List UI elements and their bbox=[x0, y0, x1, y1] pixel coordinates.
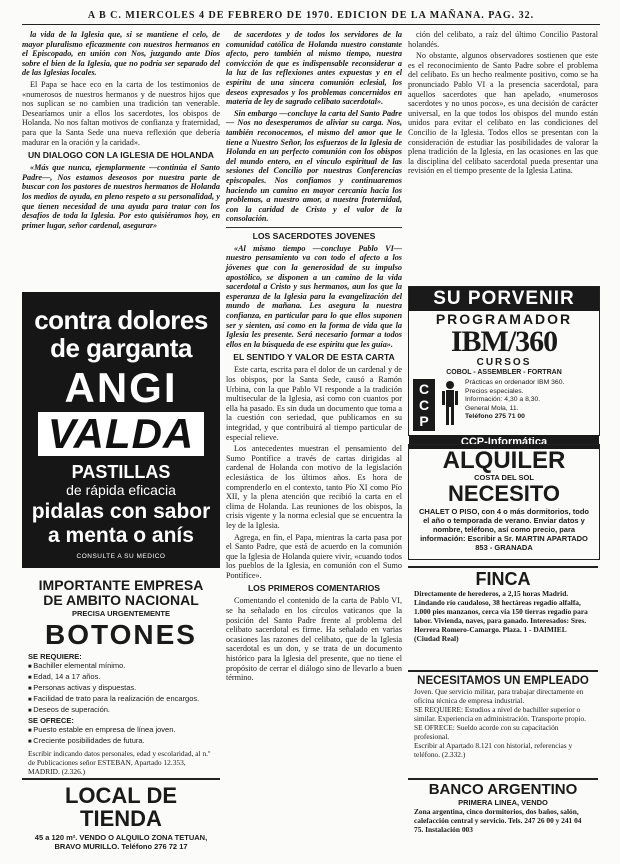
paragraph: Los antecedentes muestran el pensamiento del Sumo Pontífice a través de cartas dirigidas al cardenal de Holanda con motivo de la legislación eclesiástica de los últimos años. Es hora de comprenderlo en el contexto, tanto Pío XI como Pío XII, y la plena atención que recibió la carta en el clima de Holanda. Las reuniones de los obispos, la crisis vigente y la norma eclesial que se encuentra la ley de la Iglesia. bbox=[226, 444, 402, 530]
ad-languages: COBOL - ASSEMBLER - FORTRAN bbox=[446, 369, 562, 376]
ad-subline: de rápida eficacia bbox=[66, 482, 176, 498]
valda-advertisement bbox=[22, 292, 220, 568]
ccp-info-hours: Información: 4,30 a 8,30. bbox=[465, 396, 541, 403]
ccp-phone: Teléfono 275 71 00 bbox=[465, 413, 525, 420]
list-item: ■ Creciente posibilidades de futura. bbox=[28, 736, 214, 747]
ad-label: SE OFRECE: bbox=[28, 715, 74, 725]
ad-subtitle: PRECISA URGENTEMENTE bbox=[71, 609, 171, 619]
ad-cursos: CURSOS bbox=[476, 357, 532, 368]
ibm-course-ad bbox=[408, 286, 600, 448]
ad-title: ALQUILER bbox=[442, 447, 566, 474]
ccp-info bbox=[465, 379, 595, 422]
ad-title: DE AMBITO NACIONAL bbox=[43, 591, 199, 608]
section-heading: LOS SACERDOTES JOVENES bbox=[252, 230, 376, 241]
empleado-ad bbox=[408, 670, 598, 770]
page-header: A B C. MIERCOLES 4 DE FEBRERO DE 1970. EDICION DE LA MAÑANA. PAG. 32. bbox=[22, 10, 600, 25]
paragraph: «Más que nunca, ejemplarmente —continúa el Santo Padre—, Nos estamos deseosos por nuestra parte de buscar con los pastores de nuestros hermanos de Holanda los medios de ayuda, en pleno respeto a su personalidad, y que tienen necesidad de una ayuda para tratar con los desafíos de toda la Iglesia. Por esto quisiéramos hoy, en primer lugar, señor cardenal, asegurar» bbox=[22, 163, 220, 230]
ad-contact: Escribir al Apartado 8.121 con historial, referencias y teléfono. (2.332.) bbox=[414, 741, 573, 760]
requirements-list bbox=[22, 661, 220, 716]
paragraph: Agrega, en fin, el Papa, mientras la carta pasa por el Santo Padre, que está de acuerdo en la comunión que la Iglesia de Holanda quiere vivir, «cuando todos los pueblos de la Iglesia, en comunión con el Sumo Pontífice». bbox=[226, 532, 402, 580]
finca-ad bbox=[408, 566, 598, 666]
ccp-bullet: Precios especiales. bbox=[465, 387, 524, 395]
ad-contact: Escribir indicando datos personales, edad y escolaridad, al n.º de Publicaciones señor ESTEBAN, Apartado 12.353, MADRID. (2.326.) bbox=[28, 748, 211, 776]
ad-text: Joven. Que servicio militar, para trabajar directamente en oficina técnica de empresa industrial. bbox=[414, 687, 584, 706]
ad-botones: BOTONES bbox=[45, 619, 197, 651]
local-tienda-ad bbox=[22, 778, 220, 852]
ad-title: IMPORTANTE EMPRESA bbox=[38, 577, 204, 593]
ad-text: Directamente de herederos, a 2,15 horas Madrid. Lindando río caudaloso, 38 hectáreas regadío alfalfa, 1.000 pies manzanos, cerca vía 150 tierras regadío para labor. Vivienda, naves, para ganado. Interesados: Sres. Herrera Romero-Camargo. Plaza. 1 - DAIMIEL (Ciudad Real) bbox=[414, 588, 588, 643]
column-2-text bbox=[226, 30, 402, 848]
section-heading: EL SENTIDO Y VALOR DE ESTA CARTA bbox=[233, 352, 395, 363]
list-item: ■ Edad, 14 a 17 años. bbox=[28, 672, 214, 683]
paragraph: El Papa se hace eco en la carta de los testimonios de «numerosos de nuestros hermanos y de nuestros hijos que nos suplican se no cambien una tradición tan venerable. Desearíamos unir a ellos los sacerdotes, los obispos de Holanda. No nos faltan motivos de confianza y fraternidad, para que la Santa Sede una nueva reflexión que debería madurar en la oración y la caridad». bbox=[22, 79, 220, 147]
list-item: ■ Puesto estable en empresa de línea joven. bbox=[28, 725, 214, 736]
ccp-address: General Mola, 11. bbox=[465, 404, 519, 412]
ccp-informatica-banner: CCP-Informática bbox=[409, 435, 599, 449]
ad-subtitle: PRIMERA LINEA, VENDO bbox=[458, 797, 548, 807]
ccp-letter: P bbox=[419, 413, 429, 429]
list-item: ■ Facilidad de trato para la realización de encargos. bbox=[28, 694, 214, 705]
paragraph: Sin embargo —concluye la carta del Santo Padre— Nos no desesperamos de aliviar su carga. Nos, también reconocemos, el mismo del amor que le tiene a Nuestro Señor, los esfuerzos de la Iglesia de Holanda en un perfecto comunión con los obispos del mundo entero, en el vínculo espiritual de las sesiones del Concilio por nuestras Conferencias episcopales. Nos confiamos y continuaremos haciendo un camino en mayor cercanía hacia los problemas, a nuestro amor, a nuestra fraternidad, con la caridad de Cristo y el valor de la consolación. bbox=[226, 108, 402, 224]
ad-disclaimer: CONSULTE A SU MEDICO bbox=[76, 553, 166, 560]
paragraph: Este carta, escrita para el dolor de un cardenal y de los obispos, por la Santa Sede, causó a Ramón Urbina, con la que Pablo VI responde a la tradición multisecular de la Iglesia, así como con cuantos por ella ha pasado. Es sin duda un documento que toma a la cuestión con seriedad, que publicamos en su integridad, y que contribuirá al tiempo particular de especial relieve. bbox=[226, 365, 402, 442]
list-item: ■ Personas activas y dispuestas. bbox=[28, 683, 214, 694]
valda-logo: VALDA bbox=[38, 412, 205, 456]
section-heading: UN DIALOGO CON LA IGLESIA DE HOLANDA bbox=[27, 150, 215, 161]
list-item: ■ Deseos de superación. bbox=[28, 705, 214, 716]
ad-text: SE REQUIERE: Estudios a nivel de bachiller superior o similar. Experiencia en administración. Transporte propio. bbox=[414, 705, 587, 724]
banco-ad bbox=[408, 778, 598, 848]
paragraph: de sacerdotes y de todos los servidores de la comunidad católica de Holanda nuestro constante afecto, pero también al mismo tiempo, nuestra convicción de que es indispensable reconsiderar a la luz de las reflexiones antes expuestas y en el espíritu de una sincera comunión eclesial, los deseos expresados y los problemas concernidos en materia de ley de sagrado celibato sacerdotal». bbox=[226, 30, 402, 107]
ccp-bullet: Prácticas en ordenador IBM 360. bbox=[465, 379, 565, 386]
ccp-block bbox=[409, 377, 599, 433]
ad-pastillas: PASTILLAS bbox=[71, 462, 171, 482]
paragraph: No obstante, algunos observadores sostienen que este es el reconocimiento de Santo Padre sobre el problema del celibato. Es un hecho realmente positivo, como se ha pronunciado Pablo VI a la presencia sacerdotal, para aquellos sacerdotes que han apelado, «numerosos sacerdotes y no unos pocos», es una decisión de carácter universal, en la que todos los obispos del mundo están unidos para evitar el celibato en las condiciones del Concilio de la Iglesia. Todos ellos se presentan con la consideración de estudiar las posibilidades de valorar la plena tradición de la Iglesia, en las ocasiones en las que la disciplina del celibato sacerdotal pueda presentar una revisión en el tiempo presente de la Iglesia Latina. bbox=[408, 51, 598, 176]
ad-title: NECESITO bbox=[447, 481, 561, 507]
paragraph: Comentando el contenido de la carta de Pablo VI, se ha señalado en los círculos vaticanos que la posición del Santo Padre frente al problema del celibato sacerdotal es firme. Ha señalado en varias ocasiones las razones del celibato, que de la Iglesia sacerdotal es un don, y se trata de un documento histórico para la Iglesia del presente, que no tiene el propósito de cerrar el diálogo sino de llevarlo a buen término. bbox=[226, 596, 402, 683]
ad-text: CHALET O PISO, con 4 o más dormitorios, todo el año o temporada de verano. Enviar datos y nombre, teléfono, así como precio, para información: Escribir a Sr. MARTIN APARTADO 853 - GRANADA bbox=[418, 507, 589, 553]
column-3-text bbox=[408, 30, 598, 280]
job-ad-botones bbox=[22, 576, 220, 776]
paragraph: la vida de la Iglesia que, si se mantiene el celo, de mayor pluralismo eficazmente con nuestros hermanos en el Episcopado, en unión con Nos, juzgando ante Dios sobre el bien de la Iglesia, que no podría ser separado del de las Iglesias locales. bbox=[22, 30, 220, 78]
ad-subtitle: COSTA DEL SOL bbox=[474, 473, 534, 483]
ccp-letter: C bbox=[418, 381, 430, 397]
ad-subline: pidalas con sabor bbox=[31, 500, 211, 523]
ccp-letter: C bbox=[418, 397, 430, 413]
offer-list bbox=[22, 725, 220, 747]
ad-title: NECESITAMOS UN EMPLEADO bbox=[408, 670, 598, 687]
person-figure-icon bbox=[439, 379, 461, 427]
divider bbox=[226, 227, 402, 228]
ad-text: 45 a 120 m². VENDO O ALQUILO ZONA TETUAN, BRAVO MURILLO. Teléfono 276 72 17 bbox=[34, 833, 208, 852]
ad-title: BANCO ARGENTINO bbox=[408, 778, 598, 798]
paragraph: ción del celibato, a raíz del último Concilio Pastoral holandés. bbox=[408, 30, 598, 49]
list-item: ■ Bachiller elemental mínimo. bbox=[28, 661, 214, 672]
section-heading: LOS PRIMEROS COMENTARIOS bbox=[247, 583, 381, 594]
ad-text: SE OFRECE: Sueldo acorde con su capacitación profesional. bbox=[414, 723, 559, 742]
ad-subline: a menta o anís bbox=[48, 524, 194, 547]
ccp-logo bbox=[413, 379, 435, 431]
alquiler-ad bbox=[408, 444, 600, 560]
ad-title: FINCA bbox=[408, 566, 598, 589]
column-1-text bbox=[22, 30, 220, 286]
ad-subtitle: PROGRAMADOR bbox=[435, 311, 573, 327]
ad-headline: contra dolores bbox=[34, 305, 208, 335]
paragraph: «Al mismo tiempo —concluye Pablo VI— nuestro pensamiento va con todo el afecto a los jóvenes que con la generosidad de su impulso apostólico, se disponen a un camino de la vida sacerdotal a Cristo y sus hermanos, aun los que la esperanza de la Iglesia para la evangelización del mundo de mañana. Les asegura la nuestra confianza, en particular para lo que ellos suponen ser y sienten, así como en la forma de vida que la Iglesia les presente. Será necesario formar a todos ellos en la búsqueda de ese espíritu que les guía». bbox=[226, 243, 402, 349]
ad-title: LOCAL DE TIENDA bbox=[22, 778, 220, 830]
ad-title: SU PORVENIR bbox=[409, 287, 599, 311]
ad-angi: ANGI bbox=[64, 364, 178, 411]
ad-headline: de garganta bbox=[50, 333, 192, 363]
ibm-logo: IBM/360 bbox=[450, 325, 558, 358]
ad-label: SE REQUIERE: bbox=[28, 651, 82, 661]
ad-text: Zona argentina, cinco dormitorios, dos baños, salón, calefacción central y servicio. Tels. 247 26 00 y 241 04 75. Instalación 003 bbox=[414, 806, 582, 834]
